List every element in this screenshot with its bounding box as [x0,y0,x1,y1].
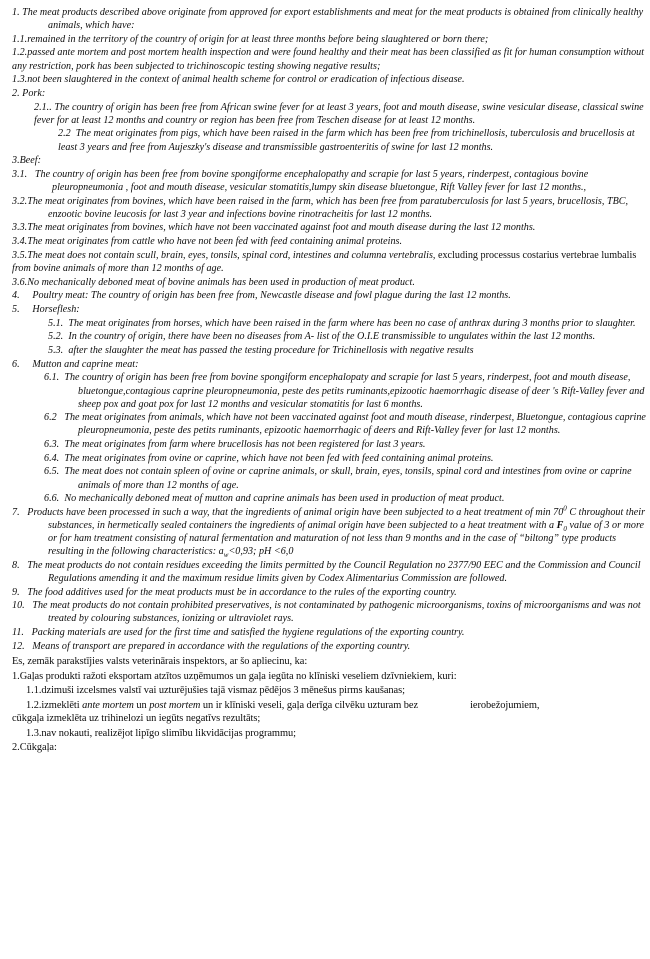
clause-3-5-text-tail: from bovine animals of more than 12 months of age. [12,262,224,274]
clause-3-5-text-italic: The meat does not contain scull, brain, eyes, tonsils, spinal cord, intestines and columna vertebralis, [27,249,436,261]
clause-7-text-part2: C throughout their substances, in hermetically sealed containers the ingredients of animal origin have been subjected to a heat treatment with a [48,506,646,531]
clause-6-1 [12,371,646,410]
clause-3-4-text: The meat originates from cattle who have not been fed with feed containing animal proteins. [27,236,403,248]
latvian-post-mortem: post mortem [149,699,201,711]
clause-5-1 [12,317,646,330]
clause-3-3-number: 3.3. [12,222,28,234]
clause-2-text: Pork: [22,87,46,99]
clause-3-2-number: 3.2. [12,195,28,207]
clause-6-4 [12,452,646,465]
clause-6-5-number: 6.5. [44,466,60,478]
clause-2-1-text: The country of origin has been free from African swine fever for at least 3 years, foot and mouth disease, swine vesicular disease, classical swine fever for at least 12 months and country or region has been free from Teschen disease for at least 12 months. [34,101,644,126]
clause-6-1-number: 6.1. [44,372,60,384]
clause-3-3 [12,221,646,234]
clause-5-1-text: The meat originates from horses, which have been raised in the farm where has been no case of anthrax during 3 months prior to slaughter. [68,317,636,329]
clause-1-text: The meat products described above originate from approved for export establishments and meat for the meat products is obtained from clinically healthy animals, which have: [22,7,644,32]
latvian-preamble: Es, zemāk parakstījies valsts veterinārais inspektors, ar šo apliecinu, ka: [12,655,308,667]
clause-4-number: 4. [12,290,20,302]
latvian-item-1-2-c: un ir klīniski veseli, gaļa derīga cilvēku uzturam bez [200,699,419,711]
clause-1-3-number: 1.3. [12,74,28,86]
clause-10-number: 10. [12,600,25,612]
clause-6-6-text: No mechanically deboned meat of mutton and caprine animals has been used in production of meat product. [64,493,505,505]
clause-6-5-text: The meat does not contain spleen of ovine or caprine animals, or skull, brain, eyes, tonsils, spinal cord and intestines from ovine or caprine animals of more than 12 months of age. [64,466,632,491]
clause-3-1 [12,168,646,194]
clause-3-number: 3. [12,155,20,167]
clause-11 [12,626,646,639]
clause-6-number: 6. [12,358,20,370]
latvian-item-1-2-line2: cūkgaļa izmeklēta uz trihinelozi un iegūts negatīvs rezultāts; [12,713,261,725]
clause-12-text: Means of transport are prepared in accordance with the regulations of the exporting country. [32,640,411,652]
latvian-item-1-1: 1.1.dzimuši izcelsmes valstī vai uzturējušies tajā vismaz pēdējos 3 mēnešus pirms kaušanas; [26,685,405,697]
clause-8 [12,559,646,585]
clause-6-1-text: The country of origin has been free from bovine spongiform encephalopaty and scrapie for last 5 years, rinderpest, foot and mouth disease, bluetongue,contagious caprine pleuropneumonia, peste des petits ruminants,epizootic haemorrhagic disease of deer 's Rift-Valley fever and sheep pox and goat pox for last 12 months and vesicular stomatitis for last 6 months. [64,372,645,410]
clause-7-text-part1: Products have been processed in such a way, that the ingredients of animal origin have been subjected to a heat treatment of min 70 [27,506,564,518]
clause-9 [12,586,646,599]
latvian-item-2: 2.Cūkgaļa: [12,742,57,754]
clause-1-1 [12,33,646,46]
clause-1-2-text: passed ante mortem and post mortem health inspection and were found healthy and their meat has been classified as fit for human consumption without any restriction, pork has been subjected to trichinoscopic testing showing negative results; [12,47,645,72]
clause-4-text: Poultry meat: The country of origin has been free from, Newcastle disease and fowl plague during the last 12 months. [32,290,511,302]
clause-3-5 [12,249,646,275]
clause-5-2 [12,330,646,343]
latvian-item-1-2-a: 1.2.izmeklēti [26,699,83,711]
clause-6-text: Mutton and caprine meat: [32,358,139,370]
clause-1-2-number: 1.2. [12,47,28,59]
clause-2-2-text: The meat originates from pigs, which have been raised in the farm which has been free from trichinellosis, tuberculosis and brucellosis at least 3 years and free from Aujeszky's disease and transmissible gastroenteritis of swine for last 12 months. [58,128,635,153]
clause-6-4-number: 6.4. [44,452,60,464]
clause-5-3-text: after the slaughter the meat has passed the testing procedure for Trichinellosis with negative results [68,345,474,357]
clause-5-heading [12,303,646,316]
clause-7-text-part3: value of 3 or more or for ham treatment consisting of natural fermentation and maturation of not less than 9 months and in the case of “biltong” type products resulting in the following characteristics: a [48,520,645,558]
clause-8-text: The meat products do not contain residues exceeding the limits permitted by the Council Regulation no 2377/90 EEC and the Commission and Council Regulations amending it and the maximum residue limits given by Codex Alimentarius Commission are followed. [27,559,641,584]
clause-4 [12,289,646,302]
latvian-item-1-2-d: ierobežojumiem, [470,699,540,711]
clause-3-4 [12,235,646,248]
clause-11-number: 11. [12,627,24,639]
clause-5-3 [12,344,646,357]
clause-2-2-number: 2.2 [58,128,71,140]
clause-3-3-text: The meat originates from bovines, which have not been vaccinated against foot and mouth disease during the last 12 months. [27,222,536,234]
clause-10-text: The meat products do not contain prohibited preservatives, is not contaminated by pathogenic microorganisms, toxins of microorganisms and was not treated by colouring substances, ionizing or ultraviolet rays. [32,600,641,625]
clause-2-1-number: 2.1.. [34,101,52,113]
clause-3-5-number: 3.5. [12,249,28,261]
clause-2-2 [12,127,646,153]
clause-3-1-number: 3.1. [12,168,28,180]
clause-3-6 [12,276,646,289]
clause-3-2 [12,195,646,221]
clause-1-3-text: not been slaughtered in the context of animal health scheme for control or eradication of infectious disease. [27,74,465,86]
clause-5-3-number: 5.3. [48,345,64,357]
clause-10 [12,599,646,625]
clause-3-6-number: 3.6. [12,276,28,288]
clause-3-5-text-roman: excluding processus costarius vertebrae lumbalis [435,249,637,261]
clause-1-3 [12,73,646,86]
clause-2-heading [12,87,646,100]
latvian-item-1-2-b: un [133,699,150,711]
f-zero-symbol: F [556,520,564,531]
clause-6-2-text: The meat originates from animals, which have not been vaccinated against foot and mouth disease, rinderpest, Bluetongue, contagious caprine pleuropneumonia, peste des petits ruminants, epizootic haemorrhagic of deers and Rift-Valley fever for last 12 months. [64,412,646,437]
clause-6-2-number: 6.2 [44,412,57,424]
clause-1-1-number: 1.1. [12,33,28,45]
latvian-ante-mortem: ante mortem [82,699,134,711]
clause-11-text: Packing materials are used for the first time and satisfied the hygiene regulations of the exporting country. [31,627,465,639]
clause-2-number: 2. [12,87,20,99]
clause-9-text: The food additives used for the meat products must be in accordance to the rules of the exporting country. [27,586,457,598]
clause-3-text: Beef: [19,155,42,167]
clause-12 [12,640,646,653]
f-zero-subscript: 0 [563,525,567,534]
clause-1-1-text: remained in the territory of the country of origin for at least three months before being slaughtered or born there; [27,33,489,45]
clause-2-1 [12,101,646,127]
english-clauses-section [12,6,646,653]
clause-7-text-part4: <0,93; pH <6,0 [228,546,294,558]
clause-1-2 [12,46,646,72]
clause-9-number: 9. [12,586,20,598]
clause-3-1-text: The country of origin has been free from bovine spongiforme encephalopathy and scrapie for last 5 years, rinderpest, contagious bovine pleuropneumonia , foot and mouth disease, vesicular stomatitis,lumpy skin disease bluetongue, Rift Valley fever for last 12 months., [34,168,589,193]
aw-subscript: w [223,551,229,560]
clause-3-6-text: No mechanically deboned meat of bovine animals has been used in production of meat product. [27,276,415,288]
clause-1 [12,6,646,32]
clause-6-4-text: The meat originates from ovine or caprine, which have not been fed with feed containing animal proteins. [64,452,494,464]
latvian-section [12,655,646,756]
clause-5-text: Horseflesh: [32,303,80,315]
clause-6-3 [12,438,646,451]
clause-6-5 [12,465,646,491]
clause-6-6-number: 6.6. [44,493,60,505]
clause-8-number: 8. [12,559,20,571]
clause-7-number: 7. [12,506,20,518]
clause-5-2-number: 5.2. [48,331,64,343]
clause-5-2-text: In the country of origin, there have been no diseases from A- list of the O.I.E transmissible to ungulates within the last 12 months. [68,331,596,343]
clause-1-number: 1. [12,7,20,18]
latvian-item-1-3: 1.3.nav nokauti, realizējot lipīgo slimību likvidācijas programmu; [26,727,296,739]
document-body [12,6,646,756]
clause-12-number: 12. [12,640,25,652]
degree-symbol: 0 [563,504,567,513]
clause-3-4-number: 3.4. [12,236,28,248]
clause-6-3-number: 6.3. [44,439,60,451]
clause-6-2 [12,411,646,437]
clause-6-6 [12,492,646,505]
latvian-item-1: 1.Gaļas produkti ražoti eksportam atzītos uzņēmumos un gaļa iegūta no klīniski veseliem dzīvniekiem, kuri: [12,670,457,682]
clause-3-heading [12,154,646,167]
clause-5-1-number: 5.1. [48,317,64,329]
clause-7 [12,506,646,558]
clause-5-number: 5. [12,303,20,315]
clause-3-2-text: The meat originates from bovines, which have been raised in the farm, which has been free from paratuberculosis for last 5 years, brucellosis, TBC, enzootic bovine leucosis for last 3 year and infections bovine rinotracheitis for last 12 months. [27,195,629,220]
clause-6-3-text: The meat originates from farm where brucellosis has not been registered for last 3 years. [64,439,426,451]
latvian-item-1-2 [12,699,646,714]
clause-6-heading [12,358,646,371]
